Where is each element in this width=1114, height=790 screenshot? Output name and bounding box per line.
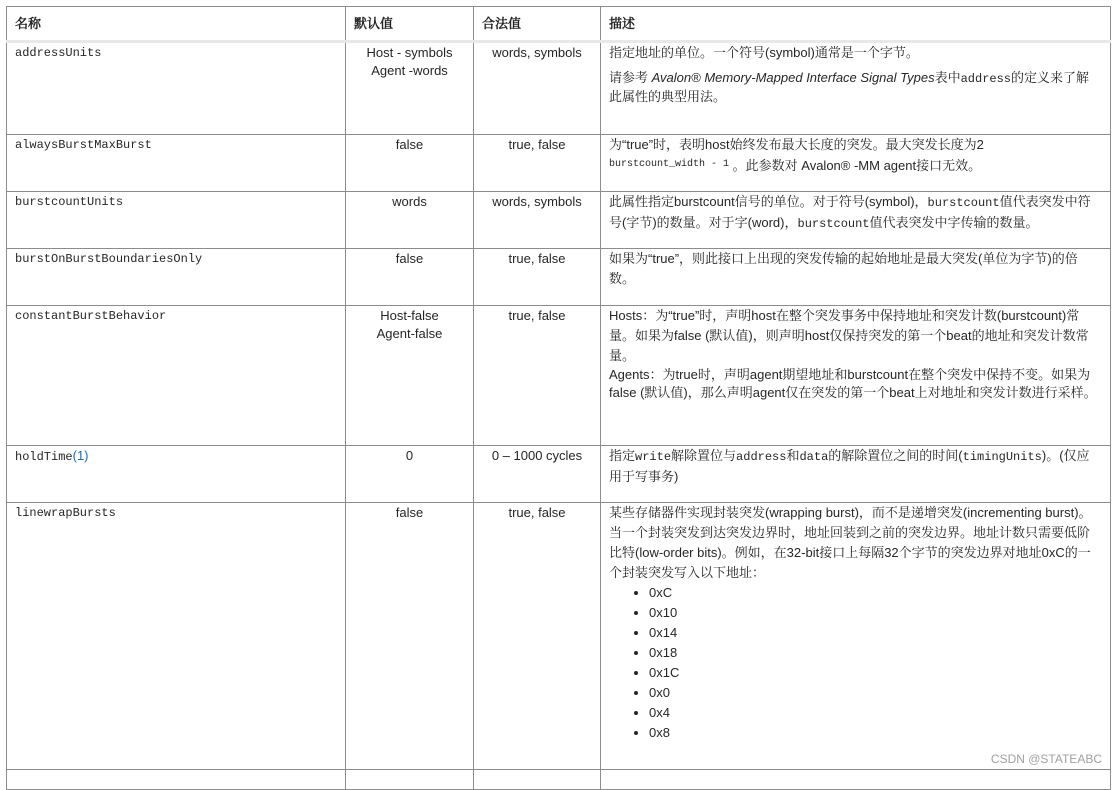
param-name: burstOnBurstBoundariesOnly: [7, 249, 346, 306]
param-name: alwaysBurstMaxBurst: [7, 135, 346, 192]
watermark: CSDN @STATEABC: [990, 752, 1102, 766]
param-description: [601, 42, 1111, 135]
code-text: address: [960, 72, 1012, 86]
param-default: false: [346, 249, 474, 306]
doc-reference: Avalon® Memory-Mapped Interface Signal Types: [651, 70, 935, 85]
desc-text: 请参考: [609, 70, 652, 85]
param-legal: true, false: [474, 135, 601, 192]
param-default: [346, 42, 474, 135]
default-line: Agent -words: [371, 63, 448, 78]
param-name: [7, 446, 346, 503]
code-text: data: [799, 450, 829, 464]
desc-text: 指定: [609, 448, 636, 463]
desc-text: 和: [786, 448, 800, 463]
param-description: [601, 135, 1111, 192]
param-description: [601, 446, 1111, 503]
param-description: [601, 306, 1111, 446]
table-row: [7, 192, 1111, 249]
address-list: [609, 583, 1102, 743]
address-item: • 0xC: [649, 583, 1102, 603]
empty-cell: [7, 770, 346, 790]
param-name: linewrapBursts: [7, 503, 346, 770]
address-item: • 0x18: [649, 643, 1102, 663]
desc-paragraph: 指定地址的单位。一个符号(symbol)通常是一个字节。: [609, 45, 919, 60]
empty-cell: [474, 770, 601, 790]
address-item: • 0x10: [649, 603, 1102, 623]
param-name: addressUnits: [7, 42, 346, 135]
desc-paragraph: [609, 69, 1102, 106]
table-row: [7, 503, 1111, 770]
desc-text: 的定义来了解此属性的典型用法。: [609, 70, 1090, 104]
param-default: false: [346, 503, 474, 770]
table-row: [7, 135, 1111, 192]
header-default: 默认值: [346, 7, 474, 42]
table-row: [7, 249, 1111, 306]
header-description: 描述: [601, 7, 1111, 42]
param-name-text: holdTime: [15, 450, 73, 464]
desc-text: 为“true”时，表明host始终发布最大长度的突发。最大突发长度为2: [609, 137, 984, 152]
code-text: burstcount: [927, 196, 1000, 210]
parameters-table: [6, 6, 1111, 790]
table-header-row: [7, 7, 1111, 42]
param-default: words: [346, 192, 474, 249]
table-row: [7, 306, 1111, 446]
param-description: [601, 192, 1111, 249]
desc-text: 表中: [934, 70, 961, 85]
param-default: [346, 306, 474, 446]
desc-text: 某些存储器件实现封装突发(wrapping burst)，而不是递增突发(incrementing burst)。当一个封装突发到达突发边界时，地址回装到之前的突发边界。地址计数只需要低阶比特(low-order bits)。例如，在32-bit接口上每隔32个字节的突发边界对地址0xC的一个封装突发写入以下地址：: [609, 505, 1092, 580]
address-item: • 0x14: [649, 623, 1102, 643]
footnote-link[interactable]: (1): [72, 448, 89, 463]
code-text: burstcount: [797, 217, 870, 231]
code-text: timingUnits: [962, 450, 1042, 464]
exponent-text: burstcount_width - 1: [609, 159, 730, 170]
desc-text: 。此参数对 Avalon® -MM agent接口无效。: [732, 158, 982, 173]
desc-text: )。(仅应用于写事务): [609, 448, 1090, 484]
default-line: Host - symbols: [366, 45, 453, 60]
param-description: 如果为“true”，则此接口上出现的突发传输的起始地址是最大突发(单位为字节)的倍数。: [601, 249, 1111, 306]
address-item: • 0x8: [649, 723, 1102, 743]
desc-text: 值代表突发中符号(字节)的数量。对于字(word)，: [609, 194, 1091, 230]
param-legal: 0 – 1000 cycles: [474, 446, 601, 503]
table-row: [7, 446, 1111, 503]
param-name: constantBurstBehavior: [7, 306, 346, 446]
param-legal: words, symbols: [474, 192, 601, 249]
default-line: Host-false: [380, 308, 439, 323]
desc-text: 的解除置位之间的时间(: [828, 448, 963, 463]
default-line: Agent-false: [376, 326, 443, 341]
param-legal: true, false: [474, 503, 601, 770]
table-row-partial: [7, 770, 1111, 790]
param-description: [601, 503, 1111, 770]
empty-cell: [346, 770, 474, 790]
empty-cell: [601, 770, 1111, 790]
desc-hosts: Hosts：为“true”时，声明host在整个突发事务中保持地址和突发计数(burstcount)常量。如果为false (默认值)，则声明host仅保持突发的第一个beat的地址和突发计数常量。: [609, 308, 1089, 363]
param-name: burstcountUnits: [7, 192, 346, 249]
param-legal: true, false: [474, 306, 601, 446]
desc-text: 解除置位与: [671, 448, 737, 463]
code-text: write: [635, 450, 672, 464]
code-text: address: [736, 450, 787, 464]
table-row: [7, 42, 1111, 135]
address-item: • 0x0: [649, 683, 1102, 703]
param-default: 0: [346, 446, 474, 503]
param-legal: true, false: [474, 249, 601, 306]
param-default: false: [346, 135, 474, 192]
address-item: • 0x4: [649, 703, 1102, 723]
header-name: 名称: [7, 7, 346, 42]
address-item: • 0x1C: [649, 663, 1102, 683]
desc-agents: Agents：为true时，声明agent期望地址和burstcount在整个突发中保持不变。如果为false (默认值)，那么声明agent仅在突发的第一个beat上对地址和突发计数进行采样。: [609, 367, 1097, 400]
desc-text: 值代表突发中字传输的数量。: [869, 215, 1039, 230]
header-legal: 合法值: [474, 7, 601, 42]
desc-text: 此属性指定burstcount信号的单位。对于符号(symbol)，: [609, 194, 928, 209]
param-legal: words, symbols: [474, 42, 601, 135]
